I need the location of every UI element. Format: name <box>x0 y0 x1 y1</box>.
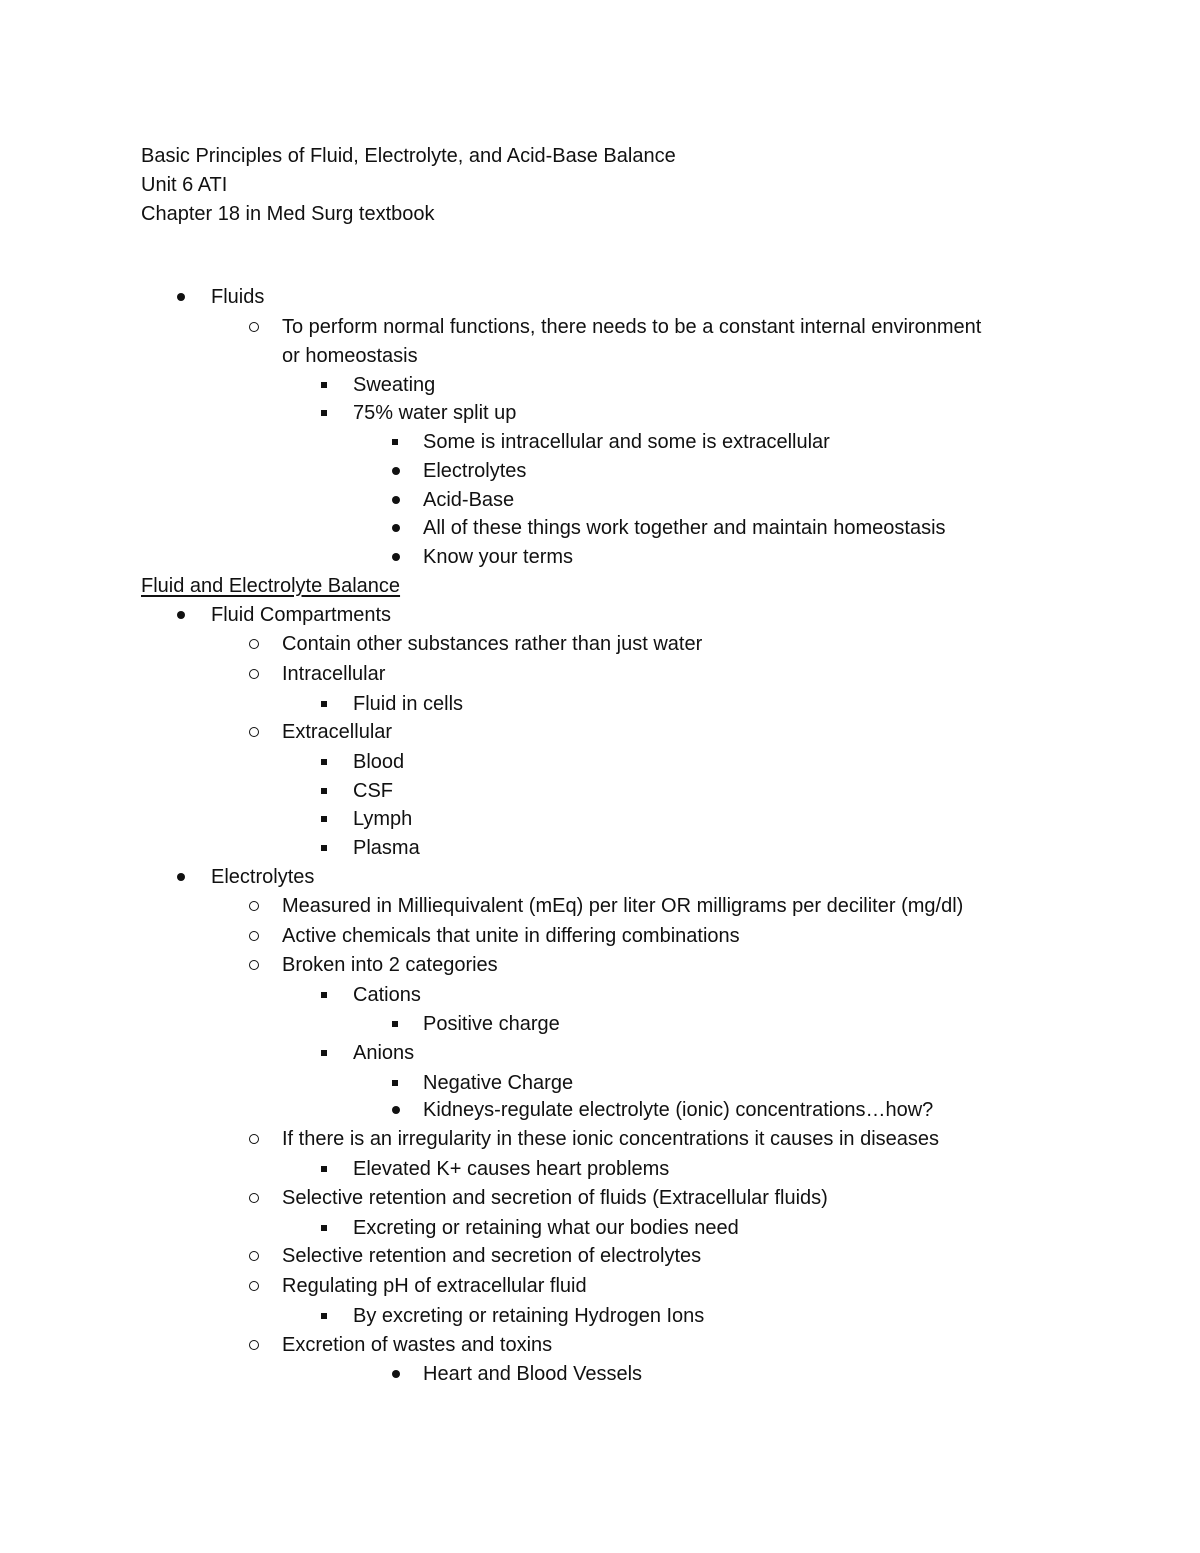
chapter-label: Chapter 18 in Med Surg textbook <box>141 203 435 225</box>
bullet-icon <box>315 1155 335 1183</box>
list-item: Fluids <box>211 286 265 308</box>
bullet-icon <box>315 1214 335 1242</box>
list-item: Acid-Base <box>423 489 515 511</box>
bullet-icon <box>386 1096 406 1124</box>
bullet-icon <box>171 863 191 891</box>
list-item: Fluid in cells <box>353 693 464 715</box>
list-item: Contain other substances rather than just water <box>282 633 703 655</box>
bullet-icon <box>315 399 335 427</box>
list-item: Intracellular <box>282 663 386 685</box>
bullet-icon <box>386 543 406 571</box>
list-item-continuation: or homeostasis <box>282 345 418 367</box>
list-item: Excretion of wastes and toxins <box>282 1334 553 1356</box>
bullet-icon <box>386 428 406 456</box>
list-item: Selective retention and secretion of fluids (Extracellular fluids) <box>282 1187 828 1209</box>
list-item: Active chemicals that unite in differing combinations <box>282 925 740 947</box>
bullet-icon <box>245 922 265 950</box>
list-item: Anions <box>353 1042 415 1064</box>
list-item: Fluid Compartments <box>211 604 392 626</box>
bullet-icon <box>245 1184 265 1212</box>
bullet-icon <box>245 1331 265 1359</box>
list-item: Sweating <box>353 374 436 396</box>
list-item: Plasma <box>353 837 420 859</box>
bullet-icon <box>315 1302 335 1330</box>
bullet-icon <box>245 951 265 979</box>
list-item: Some is intracellular and some is extracellular <box>423 431 830 453</box>
list-item: Elevated K+ causes heart problems <box>353 1158 670 1180</box>
list-item: To perform normal functions, there needs to be a constant internal environment <box>282 316 982 338</box>
list-item: Excreting or retaining what our bodies need <box>353 1217 739 1239</box>
list-item: Know your terms <box>423 546 574 568</box>
bullet-icon <box>315 777 335 805</box>
list-item: CSF <box>353 780 393 802</box>
list-item: Heart and Blood Vessels <box>423 1363 643 1385</box>
bullet-icon <box>315 748 335 776</box>
list-item: All of these things work together and maintain homeostasis <box>423 517 946 539</box>
list-item: Selective retention and secretion of electrolytes <box>282 1245 702 1267</box>
bullet-icon <box>386 486 406 514</box>
list-item: Regulating pH of extracellular fluid <box>282 1275 587 1297</box>
bullet-icon <box>245 892 265 920</box>
list-item: Measured in Milliequivalent (mEq) per liter OR milligrams per deciliter (mg/dl) <box>282 895 964 917</box>
list-item: 75% water split up <box>353 402 517 424</box>
list-item: Cations <box>353 984 421 1006</box>
bullet-icon <box>315 805 335 833</box>
bullet-icon <box>315 371 335 399</box>
list-item: Lymph <box>353 808 413 830</box>
bullet-icon <box>245 718 265 746</box>
unit-label: Unit 6 ATI <box>141 174 228 196</box>
list-item: By excreting or retaining Hydrogen Ions <box>353 1305 705 1327</box>
list-item: Broken into 2 categories <box>282 954 498 976</box>
bullet-icon <box>245 1242 265 1270</box>
bullet-icon <box>315 690 335 718</box>
bullet-icon <box>245 630 265 658</box>
bullet-icon <box>386 514 406 542</box>
list-item: Kidneys-regulate electrolyte (ionic) concentrations…how? <box>423 1099 934 1121</box>
bullet-icon <box>245 1125 265 1153</box>
bullet-icon <box>386 1010 406 1038</box>
section-heading: Fluid and Electrolyte Balance <box>141 575 401 597</box>
bullet-icon <box>245 313 265 341</box>
list-item: Negative Charge <box>423 1072 574 1094</box>
bullet-icon <box>386 1069 406 1097</box>
bullet-icon <box>386 1360 406 1388</box>
bullet-icon <box>315 981 335 1009</box>
document-title: Basic Principles of Fluid, Electrolyte, and Acid-Base Balance <box>141 145 676 167</box>
bullet-icon <box>245 1272 265 1300</box>
bullet-icon <box>386 457 406 485</box>
list-item: Extracellular <box>282 721 393 743</box>
bullet-icon <box>171 601 191 629</box>
list-item: Electrolytes <box>423 460 527 482</box>
bullet-icon <box>315 1039 335 1067</box>
bullet-icon <box>245 660 265 688</box>
list-item: Positive charge <box>423 1013 560 1035</box>
bullet-icon <box>171 283 191 311</box>
list-item: If there is an irregularity in these ionic concentrations it causes in diseases <box>282 1128 940 1150</box>
list-item: Blood <box>353 751 405 773</box>
list-item: Electrolytes <box>211 866 315 888</box>
bullet-icon <box>315 834 335 862</box>
